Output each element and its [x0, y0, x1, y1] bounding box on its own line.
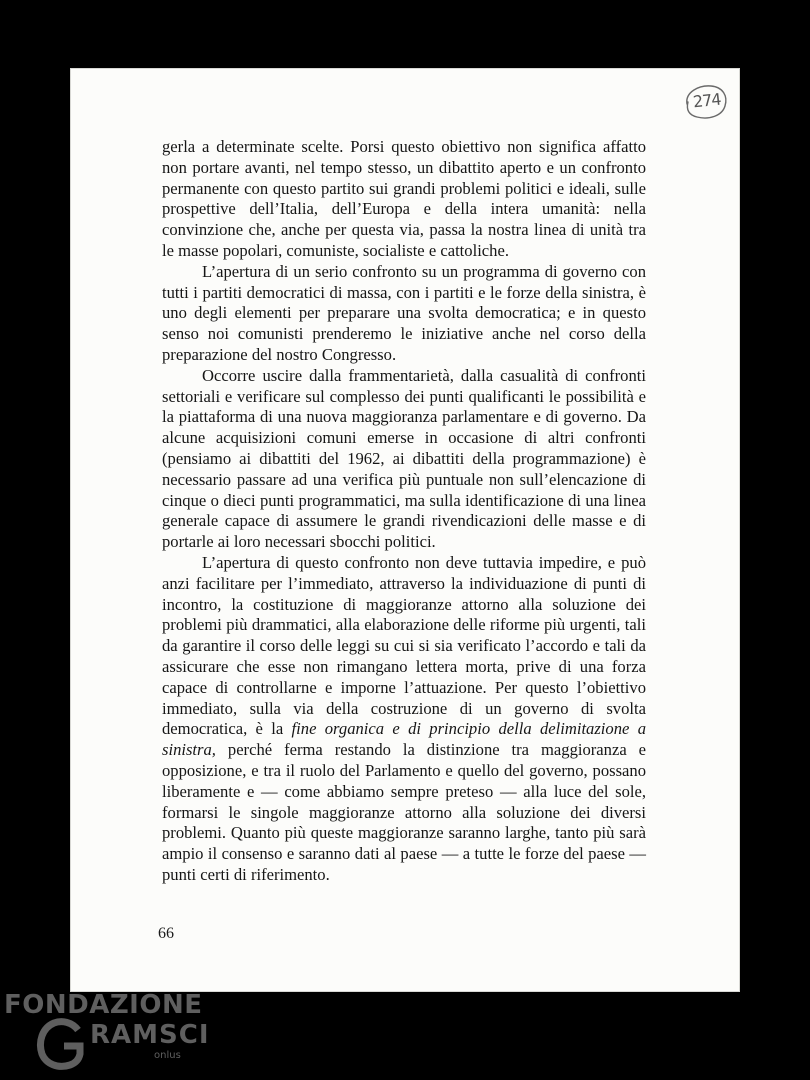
paragraph-4	[162, 553, 646, 886]
paragraph-4-italic-phrase: fine organica e di principio della delimitazione a sinistra,	[162, 719, 646, 760]
watermark-onlus: onlus	[154, 1050, 181, 1061]
fondazione-gramsci-watermark	[4, 990, 210, 1076]
handwritten-page-annotation	[681, 82, 729, 122]
paragraph-1: gerla a determinate scelte. Porsi questo obiettivo non significa affatto non portare avanti, nel tempo stesso, un dibattito aperto e un confronto permanente con questo partito sui grandi problemi politici e ideali, sulle prospettive dell’Italia, dell’Europa e della intera umanità: nella convinzione che, anche per questa via, passa la nostra linea di unità tra le masse popolari, comuniste, socialiste e cattoliche.	[162, 137, 646, 260]
gramsci-g-logo-icon	[32, 1014, 90, 1072]
watermark-line-1: FONDAZIONE	[4, 990, 203, 1020]
paragraph-3: Occorre uscire dalla frammentarietà, dalla casualità di confronti settoriali e verificare sul complesso dei punti qualificanti le possibilità e la piattaforma di una nuova maggioranza parlamentare e di governo. Da alcune acquisizioni comuni emerse in occasione di altri confronti (pensiamo ai dibattiti del 1962, ai dibattiti della programmazione) è necessario passare ad una verifica più puntuale non sull’elencazione di cinque o dieci punti programmatici, ma sulla identificazione di una linea generale capace di assumere le grandi rivendicazioni delle masse e di portarle ai loro necessari sbocchi politici.	[162, 365, 646, 552]
paragraph-2: L’apertura di un serio confronto su un programma di governo con tutti i partiti democratici di massa, con i partiti e le forze della sinistra, è uno degli elementi per preparare una svolta democratica; e in questo senso noi comunisti prenderemo le iniziative anche nel corso della preparazione del nostro Congresso.	[162, 261, 646, 364]
document-body	[162, 137, 646, 886]
page-number: 66	[158, 925, 174, 942]
scanned-page	[70, 68, 740, 992]
annotation-text: 274	[692, 89, 722, 112]
paragraph-4-text-before: L’apertura di questo confronto non deve tuttavia impedire, e può anzi facilitare per l’immediato, attraverso la individuazione di punti di incontro, la costituzione di maggioranze attorno alla soluzione dei problemi più drammatici, alla elaborazione delle riforme più urgenti, tali da garantire il corso delle leggi su cui si sia verificato l’accordo e tali da assicurare che esse non rimangano lettera morta, prive di una forza capace di controllarne e imporne l’attuazione. Per questo l’obiettivo immediato, sulla via della costruzione di un governo di svolta democratica, è la	[162, 552, 646, 739]
watermark-line-2: RAMSCI	[90, 1020, 210, 1050]
paragraph-4-text-after: perché ferma restando la distinzione tra maggioranza e opposizione, e tra il ruolo del Parlamento e quello del governo, possano liberamente e — come abbiamo sempre preteso — alla luce del sole, formarsi le singole maggioranze attorno alla soluzione dei diversi problemi. Quanto più queste maggioranze saranno larghe, tanto più sarà ampio il consenso e saranno dati al paese — a tutte le forze del paese — punti certi di riferimento.	[162, 740, 646, 884]
